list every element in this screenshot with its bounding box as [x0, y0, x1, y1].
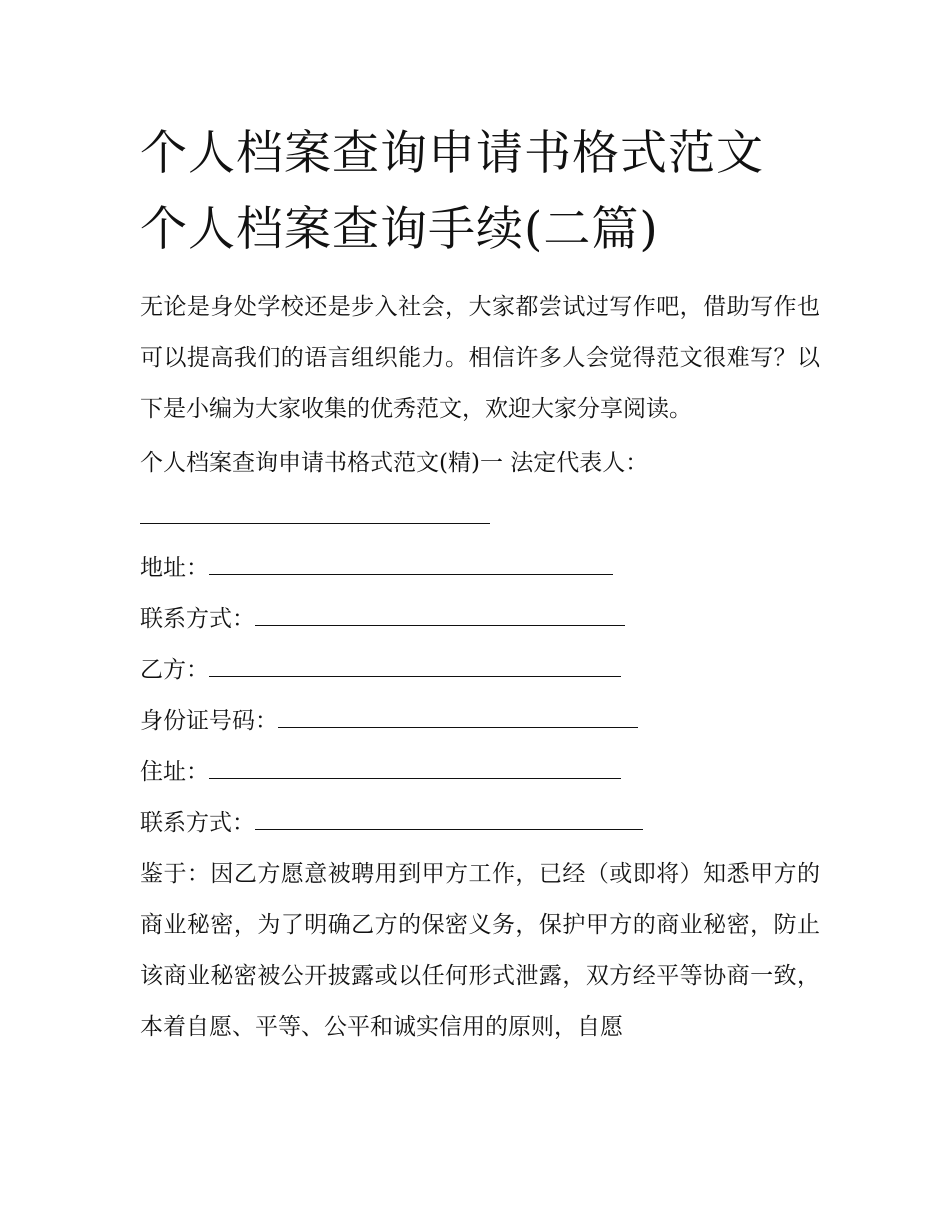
- field-label: 乙方：: [140, 657, 209, 683]
- section-heading: 个人档案查询申请书格式范文(精)一 法定代表人：: [140, 450, 649, 476]
- field-blank: [209, 656, 621, 677]
- document-title: [140, 116, 820, 268]
- id-number-field: [140, 696, 820, 747]
- field-label: 住址：: [140, 759, 209, 785]
- field-blank: [255, 605, 625, 626]
- party-b-field: [140, 645, 820, 696]
- field-blank: [278, 707, 638, 728]
- document-page: [140, 116, 820, 1053]
- title-line-1: 个人档案查询申请书格式范文: [140, 126, 764, 181]
- field-label: 地址：: [140, 555, 209, 581]
- address-field: [140, 543, 820, 594]
- intro-paragraph: 无论是身处学校还是步入社会，大家都尝试过写作吧，借助写作也可以提高我们的语言组织能力。相信许多人会觉得范文很难写？以下是小编为大家收集的优秀范文，欢迎大家分享阅读。: [140, 294, 820, 422]
- legal-rep-blank-row: [140, 492, 820, 543]
- contact-field-2: [140, 798, 820, 849]
- residence-field: [140, 747, 820, 798]
- title-line-2: 个人档案查询手续(二篇): [140, 202, 659, 257]
- body-paragraph: 鉴于：因乙方愿意被聘用到甲方工作，已经（或即将）知悉甲方的商业秘密，为了明确乙方的保密义务，保护甲方的商业秘密，防止该商业秘密被公开披露或以任何形式泄露，双方经平等协商一致，本着自愿、平等、公平和诚实信用的原则，自愿: [140, 861, 820, 1040]
- field-blank: [209, 554, 613, 575]
- field-label: 联系方式：: [140, 606, 255, 632]
- field-blank: [209, 758, 621, 779]
- legal-rep-blank: [140, 503, 490, 524]
- field-label: 联系方式：: [140, 810, 255, 836]
- contact-field: [140, 594, 820, 645]
- field-label: 身份证号码：: [140, 708, 278, 734]
- field-blank: [255, 809, 643, 830]
